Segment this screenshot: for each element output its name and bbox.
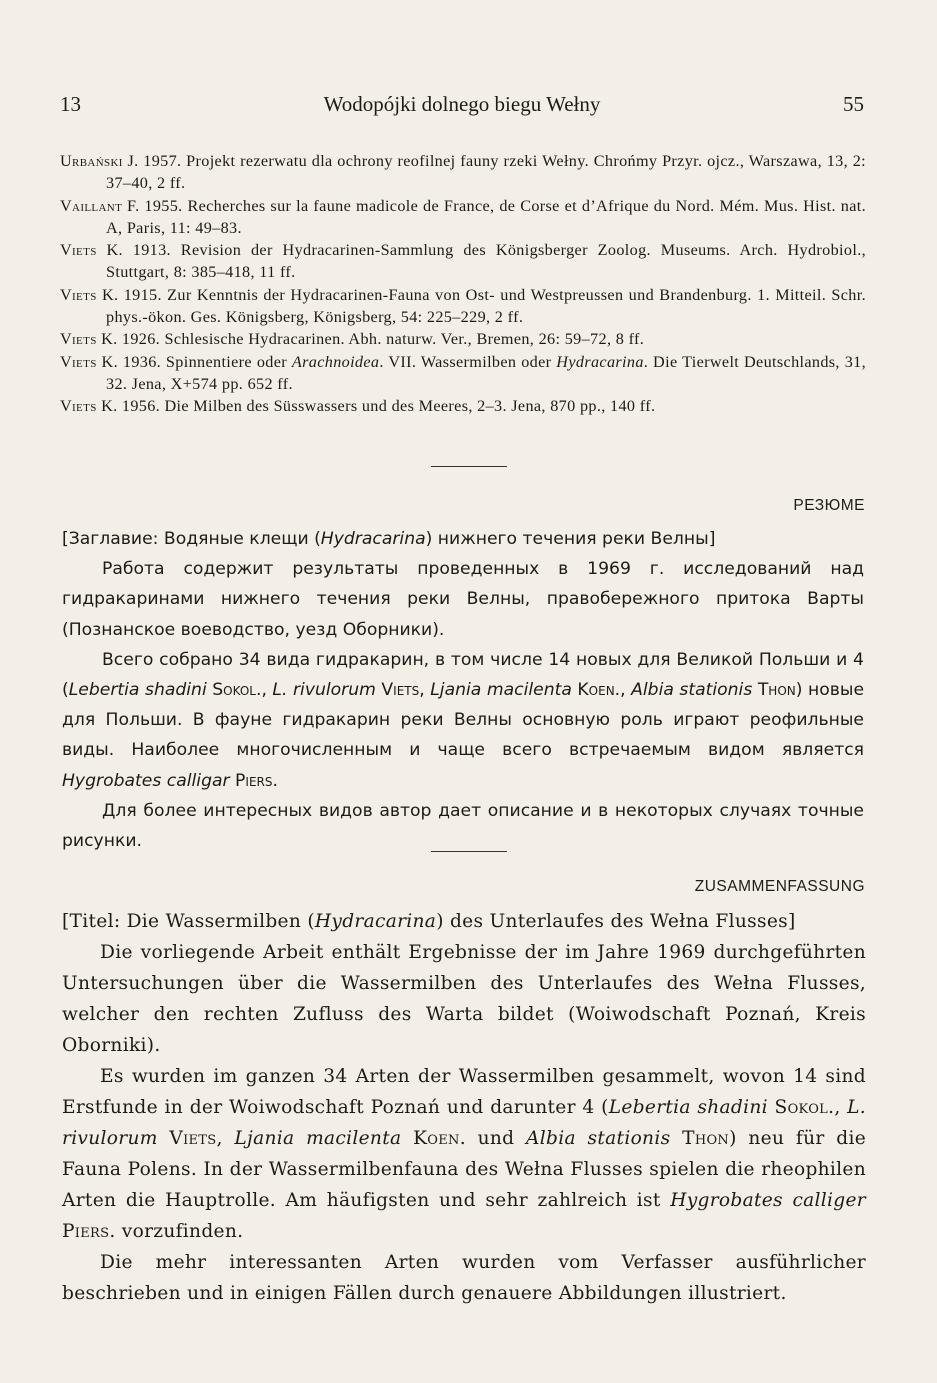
zusammenfassung-section [62, 906, 866, 1309]
resume-section [62, 524, 864, 856]
running-head [60, 92, 864, 122]
resume-paragraph: Всего собрано 34 вида гидракарин, в том числе 14 новых для Великой Польши и 4 (Lebertia shadini Sokol., L. rivulorum Viets, Ljania macilenta Koen., Albia stationis Thon) новые для Польши. В фауне гидракарин реки Велны основную роль играют реофильные виды. Наиболее многочисленным и чаще всего встречаемым видом является Hygrobates calligar Piers. [62, 649, 865, 791]
reference-text: . Die Tierwelt Deutschlands, 31, 32. Jena, X+574 pp. 652 ff. [106, 352, 866, 393]
reference-item [60, 395, 866, 417]
reference-author: Viets [60, 285, 97, 304]
section-divider [431, 851, 507, 852]
reference-text: K. 1956. Die Milben des Süsswassers und des Meeres, 2–3. Jena, 870 pp., 140 ff. [96, 397, 656, 416]
reference-taxon: Arachnoidea [291, 352, 380, 371]
zusammenfassung-heading: ZUSAMMENFASSUNG [694, 878, 865, 895]
reference-author: Viets [60, 330, 97, 349]
page-number-right: 55 [843, 92, 864, 116]
reference-item [60, 195, 866, 240]
reference-item [60, 328, 866, 350]
resume-paragraph: Работа содержит результаты проведенных в 1969 г. исследований над гидракаринами нижнего течения реки Велны, правобережного притока Варты (Познанское воеводство, уезд Оборники). [62, 559, 864, 640]
zusammenfassung-paragraph: Die mehr interessanten Arten wurden vom Verfasser ausführlicher beschrieben und in einigen Fällen durch genauere Abbildungen illustriert. [62, 1252, 866, 1304]
zusammenfassung-paragraph: Es wurden im ganzen 34 Arten der Wassermilben gesammelt, wovon 14 sind Erstfunde in der Woiwodschaft Poznań und darunter 4 (Lebertia shadini Sokol., L. rivulorum Viets, Ljania macilenta Koen. und Albia stationis Thon) neu für die Fauna Polens. In der Wassermilbenfauna des Wełna Flusses spielen die rheophilen Arten die Hauptrolle. Am häufigsten und sehr zahlreich ist Hygrobates calliger Piers. vorzufinden. [62, 1066, 867, 1242]
reference-list [60, 150, 866, 418]
reference-author: Viets [60, 352, 97, 371]
reference-text: K. 1926. Schlesische Hydracarinen. Abh. naturw. Ver., Bremen, 26: 59–72, 8 ff. [96, 330, 645, 349]
reference-text: K. 1936. Spinnentiere oder [96, 352, 292, 371]
reference-text: K. 1913. Revision der Hydracarinen-Sammlung des Königsberger Zoolog. Museums. Arch. Hydrobiol., Stuttgart, 8: 385–418, 11 ff. [96, 241, 866, 282]
reference-author: Viets [60, 241, 97, 260]
reference-text: K. 1915. Zur Kenntnis der Hydracarinen-Fauna von Ost- und Westpreussen und Brandenburg. 1. Mitteil. Schr. phys.-ökon. Ges. Königsberg, Königsberg, 54: 225–229, 2 ff. [96, 285, 866, 327]
reference-text: F. 1955. Recherches sur la faune madicole de France, de Corse et d’Afrique du Nord. Mém. Mus. Hist. nat. A, Paris, 11: 49–83. [106, 196, 866, 237]
reference-item [60, 239, 866, 284]
reference-taxon: Hydracarina [556, 352, 644, 371]
resume-heading: РЕЗЮМЕ [793, 497, 865, 514]
section-divider [431, 466, 507, 467]
reference-item [60, 351, 866, 396]
reference-text: . VII. Wassermilben oder [379, 352, 557, 371]
reference-item [60, 284, 866, 329]
zusammenfassung-paragraph: Die vorliegende Arbeit enthält Ergebnisse der im Jahre 1969 durchgeführten Untersuchungen über die Wassermilben des Unterlaufes des Wełna Flusses, welcher den rechten Zufluss des Warta bildet (Woiwodschaft Poznań, Kreis Oborniki). [62, 942, 866, 1056]
page-number-left: 13 [60, 92, 81, 116]
reference-author: Viets [60, 397, 97, 416]
reference-text: J. 1957. Projekt rezerwatu dla ochrony reofilnej fauny rzeki Wełny. Chrońmy Przyr. ojcz., Warszawa, 13, 2: 37–40, 2 ff. [106, 152, 866, 193]
running-title: Wodopójki dolnego biegu Wełny [323, 92, 601, 116]
zusammenfassung-title: [Titel: Die Wassermilben (Hydracarina) des Unterlaufes des Wełna Flusses] [62, 911, 796, 932]
reference-author: Vaillant [60, 196, 123, 215]
reference-author: Urbański [60, 152, 123, 170]
reference-item [60, 150, 866, 195]
resume-paragraph: Для более интересных видов автор дает описание и в некоторых случаях точные рисунки. [62, 800, 864, 852]
resume-title: [Заглавие: Водяные клещи (Hydracarina) нижнего течения реки Велны] [62, 529, 716, 549]
